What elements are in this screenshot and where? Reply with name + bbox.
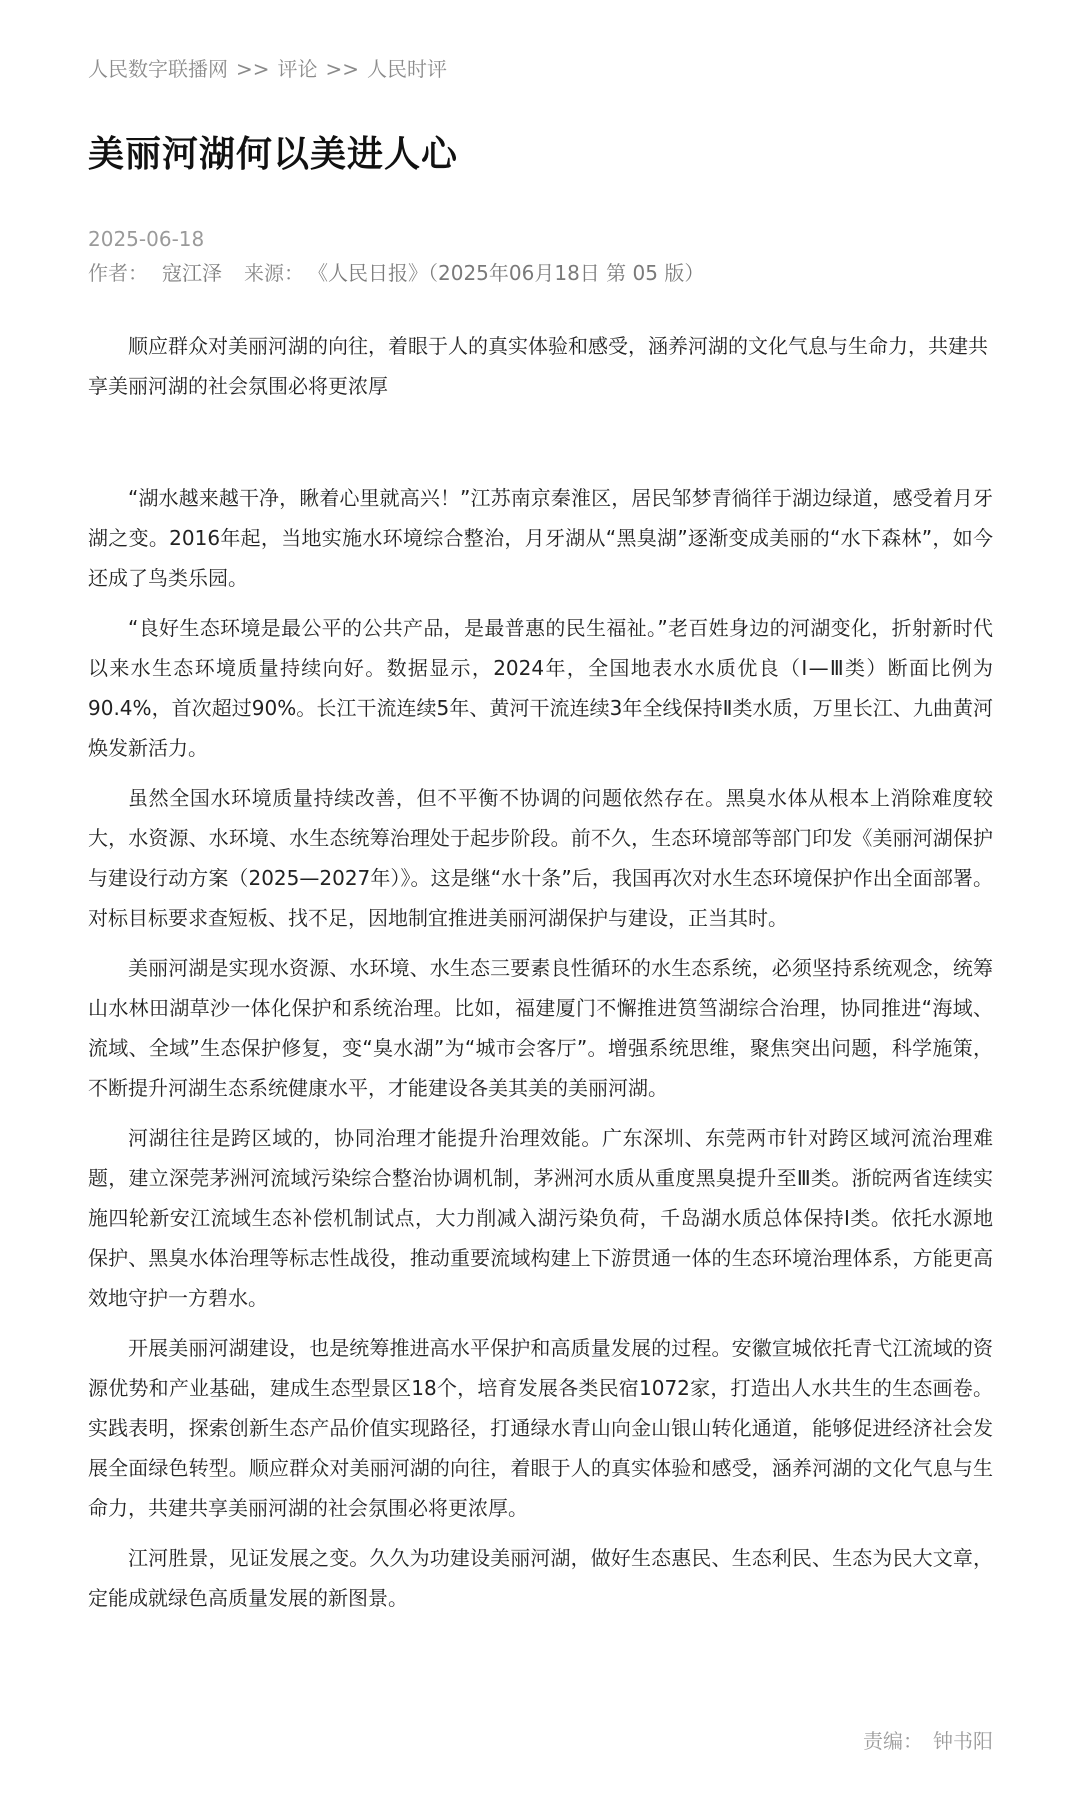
article-date: 2025-06-18: [88, 227, 205, 251]
breadcrumb-separator: >>: [236, 57, 270, 81]
breadcrumb: [88, 54, 993, 84]
article-paragraph: “良好生态环境是最公平的公共产品，是最普惠的民生福祉。”老百姓身边的河湖变化，折射新时代以来水生态环境质量持续向好。数据显示，2024年，全国地表水水质优良（Ⅰ—Ⅲ类）断面比例为90.4%，首次超过90%。长江干流连续5年、黄河干流连续3年全线保持Ⅱ类水质，万里长江、九曲黄河焕发新活力。: [88, 616, 993, 760]
article-paragraph: 美丽河湖是实现水资源、水环境、水生态三要素良性循环的水生态系统，必须坚持系统观念，统筹山水林田湖草沙一体化保护和系统治理。比如，福建厦门不懈推进筼筜湖综合治理，协同推进“海域、流域、全域”生态保护修复，变“臭水湖”为“城市会客厅”。增强系统思维，聚焦突出问题，科学施策，不断提升河湖生态系统健康水平，才能建设各美其美的美丽河湖。: [88, 956, 993, 1100]
author-name: 寇江泽: [162, 261, 222, 285]
article-paragraph: 开展美丽河湖建设，也是统筹推进高水平保护和高质量发展的过程。安徽宣城依托青弋江流域的资源优势和产业基础，建成生态型景区18个，培育发展各类民宿1072家，打造出人水共生的生态画卷。实践表明，探索创新生态产品价值实现路径，打通绿水青山向金山银山转化通道，能够促进经济社会发展全面绿色转型。顺应群众对美丽河湖的向往，着眼于人的真实体验和感受，涵养河湖的文化气息与生命力，共建共享美丽河湖的社会氛围必将更浓厚。: [88, 1336, 993, 1520]
author-label: 作者：: [88, 261, 148, 285]
article-meta: [88, 258, 993, 288]
editor-name: 钟书阳: [933, 1729, 993, 1753]
breadcrumb-item-people-review[interactable]: 人民时评: [367, 57, 448, 81]
breadcrumb-item-comment[interactable]: 评论: [277, 57, 318, 81]
article-body: [88, 478, 993, 1618]
breadcrumb-item-home[interactable]: 人民数字联播网: [88, 57, 228, 81]
article-summary: 顺应群众对美丽河湖的向往，着眼于人的真实体验和感受，涵养河湖的文化气息与生命力，共建共享美丽河湖的社会氛围必将更浓厚: [88, 334, 988, 398]
article-editor: [863, 1726, 993, 1756]
editor-label: 责编：: [863, 1729, 923, 1753]
article-title: 美丽河湖何以美进人心: [88, 134, 459, 175]
source-label: 来源：: [244, 261, 304, 285]
article-paragraph: 虽然全国水环境质量持续改善，但不平衡不协调的问题依然存在。黑臭水体从根本上消除难度较大，水资源、水环境、水生态统筹治理处于起步阶段。前不久，生态环境部等部门印发《美丽河湖保护与建设行动方案（2025—2027年）》。这是继“水十条”后，我国再次对水生态环境保护作出全面部署。对标目标要求查短板、找不足，因地制宜推进美丽河湖保护与建设，正当其时。: [88, 786, 993, 930]
article-paragraph: “湖水越来越干净，瞅着心里就高兴！”江苏南京秦淮区，居民邹梦青徜徉于湖边绿道，感受着月牙湖之变。2016年起，当地实施水环境综合整治，月牙湖从“黑臭湖”逐渐变成美丽的“水下森林”，如今还成了鸟类乐园。: [88, 486, 993, 590]
article-paragraph: 江河胜景，见证发展之变。久久为功建设美丽河湖，做好生态惠民、生态利民、生态为民大文章，定能成就绿色高质量发展的新图景。: [88, 1546, 993, 1610]
article-paragraph: 河湖往往是跨区域的，协同治理才能提升治理效能。广东深圳、东莞两市针对跨区域河流治理难题，建立深莞茅洲河流域污染综合整治协调机制，茅洲河水质从重度黑臭提升至Ⅲ类。浙皖两省连续实施四轮新安江流域生态补偿机制试点，大力削减入湖污染负荷，千岛湖水质总体保持Ⅰ类。依托水源地保护、黑臭水体治理等标志性战役，推动重要流域构建上下游贯通一体的生态环境治理体系，方能更高效地守护一方碧水。: [88, 1126, 993, 1310]
breadcrumb-separator: >>: [325, 57, 360, 81]
source-name: 《人民日报》（2025年06月18日 第 05 版）: [318, 261, 705, 285]
